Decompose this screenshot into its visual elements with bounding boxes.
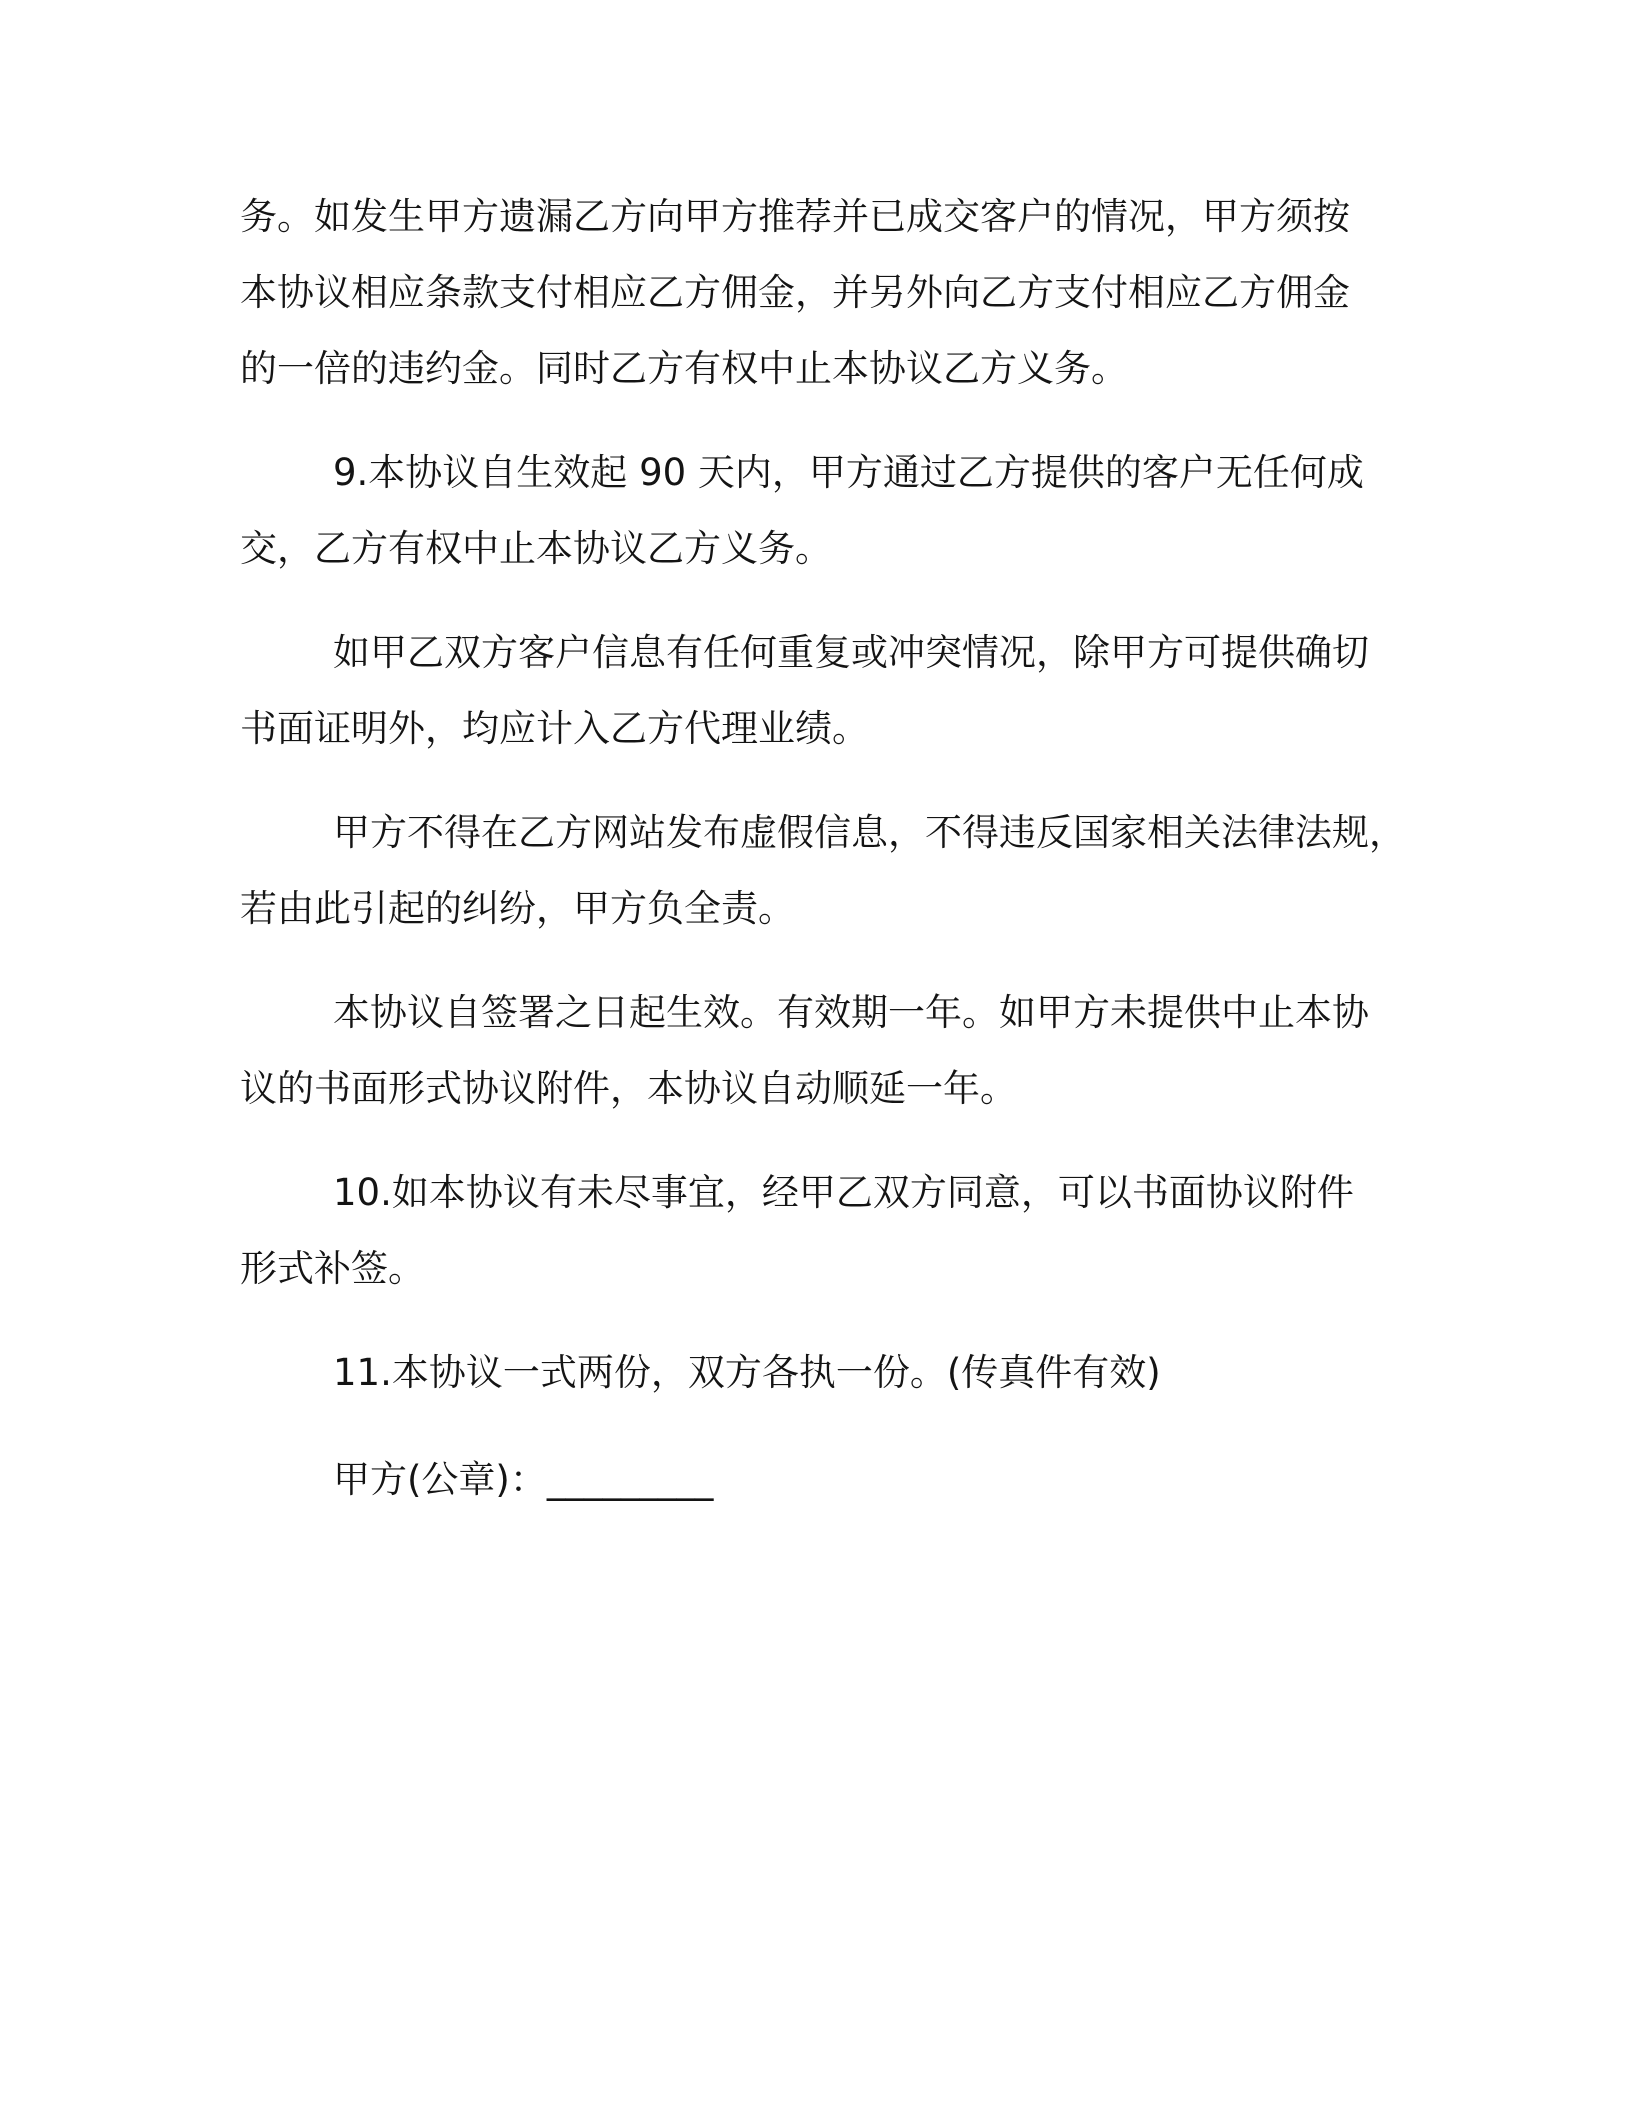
text-line: 10.如本协议有未尽事宜，经甲乙双方同意，可以书面协议附件 [333, 1171, 1354, 1214]
text-line: 的一倍的违约金。同时乙方有权中止本协议乙方义务。 [240, 347, 1128, 390]
paragraph-false-information [240, 795, 1540, 947]
paragraph-effective-term [240, 975, 1540, 1127]
text-line: 若由此引起的纠纷，甲方负全责。 [240, 887, 795, 930]
text-line: 交，乙方有权中止本协议乙方义务。 [240, 527, 832, 570]
text-line: 11.本协议一式两份，双方各执一份。(传真件有效) [333, 1351, 1161, 1394]
text-line: 甲方不得在乙方网站发布虚假信息，不得违反国家相关法律法规， [333, 811, 1406, 854]
paragraph-clause-10 [240, 1155, 1540, 1307]
paragraph-customer-conflict [240, 615, 1540, 767]
text-line: 书面证明外，均应计入乙方代理业绩。 [240, 707, 869, 750]
text-line: 甲方(公章)：_________ [333, 1458, 714, 1501]
signature-line-party-a [240, 1442, 1540, 1518]
text-line: 本协议相应条款支付相应乙方佣金，并另外向乙方支付相应乙方佣金 [240, 271, 1350, 314]
document-body [240, 179, 1540, 1546]
paragraph-clause-9 [240, 435, 1540, 587]
paragraph-obligation-continuation [240, 179, 1540, 407]
text-line: 本协议自签署之日起生效。有效期一年。如甲方未提供中止本协 [333, 991, 1369, 1034]
text-line: 形式补签。 [240, 1247, 425, 1290]
paragraph-clause-11 [240, 1335, 1540, 1411]
text-line: 议的书面形式协议附件，本协议自动顺延一年。 [240, 1067, 1017, 1110]
text-line: 9.本协议自生效起 90 天内，甲方通过乙方提供的客户无任何成 [333, 451, 1364, 494]
text-line: 务。如发生甲方遗漏乙方向甲方推荐并已成交客户的情况，甲方须按 [240, 195, 1350, 238]
text-line: 如甲乙双方客户信息有任何重复或冲突情况，除甲方可提供确切 [333, 631, 1369, 674]
